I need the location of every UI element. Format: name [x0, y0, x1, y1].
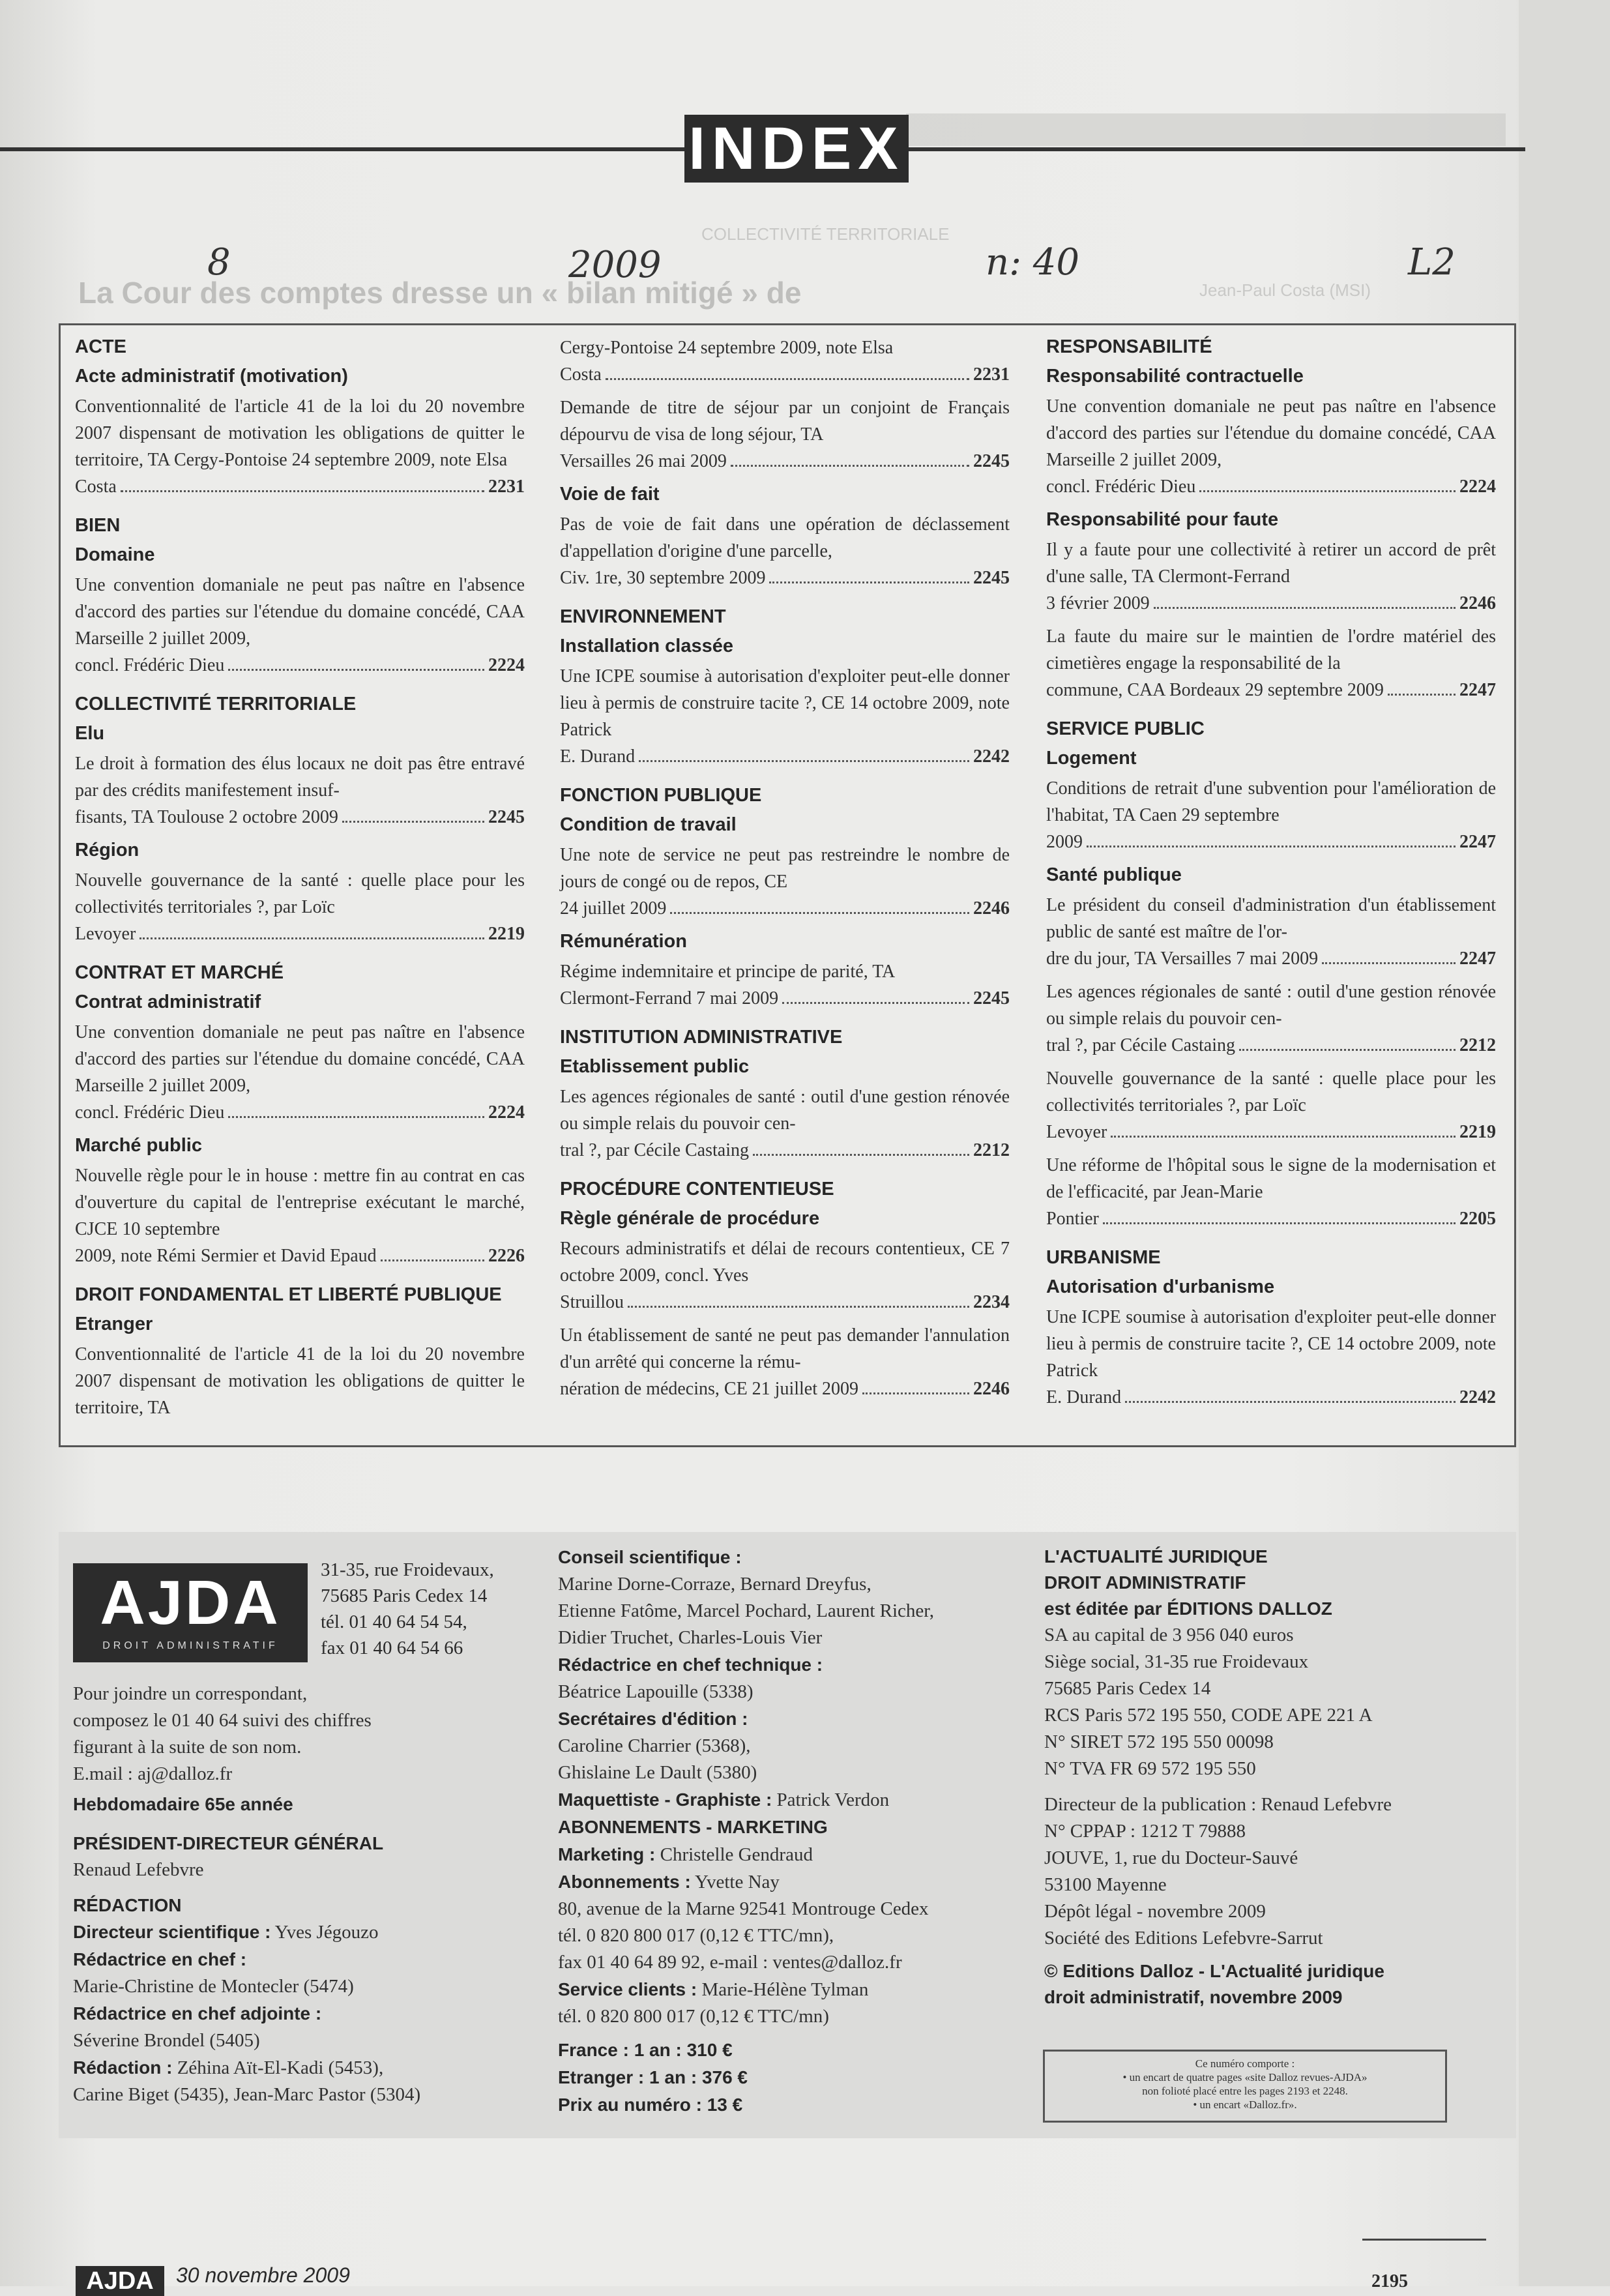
copyright: © Editions Dalloz - L'Actualité juridique [1044, 1961, 1384, 1981]
entry-text: Un établissement de santé ne peut pas demander l'annulation d'un arrêté qui concerne la rému- [560, 1325, 1010, 1372]
index-subheading: Condition de travail [560, 814, 737, 835]
index-subheading: Marché public [75, 1135, 202, 1156]
masthead-line: tél. 0 820 800 017 (0,12 € TTC/mn), [558, 1925, 834, 1946]
entry-page-number: 2212 [973, 1140, 1010, 1160]
index-section-heading: COLLECTIVITÉ TERRITORIALE [75, 694, 357, 714]
redaction-list [73, 1919, 542, 2108]
masthead-line: Abonnements : Yvette Nay [558, 1872, 780, 1892]
index-entry [1046, 1304, 1496, 1411]
index-subheading: Rémunération [560, 931, 687, 952]
weekly-label: Hebdomadaire 65e année [73, 1794, 293, 1814]
index-subheading: Acte administratif (motivation) [75, 366, 348, 387]
entry-last-line: 3 février 2009 [1046, 593, 1150, 613]
entry-last-line: E. Durand [560, 746, 636, 767]
entry-last-line: Clermont-Ferrand 7 mai 2009 [560, 988, 779, 1008]
index-subheading: Etablissement public [560, 1056, 750, 1077]
entry-text: Nouvelle gouvernance de la santé : quelle place pour les collectivités territoriales ?, par Loïc [1046, 1068, 1496, 1115]
index-entry [75, 867, 525, 947]
index-section-heading: DROIT FONDAMENTAL ET LIBERTÉ PUBLIQUE [75, 1284, 502, 1305]
leader-dots [121, 490, 484, 492]
handwritten-note-3: n: 40 [986, 241, 1079, 284]
masthead-line: Ghislaine Le Dault (5380) [558, 1762, 757, 1783]
index-section-heading: CONTRAT ET MARCHÉ [75, 962, 284, 983]
footer-rule [1362, 2239, 1486, 2241]
index-column-right [1046, 334, 1496, 1417]
entry-text: Conditions de retrait d'une subvention pour l'amélioration de l'habitat, TA Caen 29 septembre [1046, 778, 1496, 825]
index-frame [59, 323, 1516, 1447]
entry-text: Conventionnalité de l'article 41 de la loi du 20 novembre 2007 dispensant de motivation les obligations de quitter le territoire, TA Cergy-Pontoise 24 septembre 2009, note Elsa [75, 396, 525, 470]
entry-last-line: concl. Frédéric Dieu [75, 655, 225, 675]
entry-last-line: dre du jour, TA Versailles 7 mai 2009 [1046, 949, 1319, 969]
entry-last-line: Levoyer [1046, 1122, 1107, 1142]
masthead-middle-list [558, 1544, 1014, 2030]
entry-text: Une convention domaniale ne peut pas naître en l'absence d'accord des parties sur l'étendue du domaine concédé, CAA Marseille 2 juillet 2009, [1046, 396, 1496, 470]
entry-page-number: 2242 [1459, 1387, 1496, 1407]
masthead-line: Caroline Charrier (5368), [558, 1735, 751, 1756]
leader-dots [769, 581, 969, 583]
index-entry [560, 958, 1010, 1012]
index-entry [560, 394, 1010, 475]
index-column-middle [560, 334, 1010, 1409]
index-entry [560, 334, 1010, 388]
index-entry [560, 663, 1010, 770]
footer-logo: AJDA [76, 2266, 164, 2296]
entry-page-number: 2234 [973, 1292, 1010, 1312]
masthead-line: Béatrice Lapouille (5338) [558, 1681, 754, 1702]
ajda-logo: AJDA DROIT ADMINISTRATIF [73, 1563, 308, 1662]
entry-page-number: 2245 [973, 988, 1010, 1008]
index-section-heading: RESPONSABILITÉ [1046, 336, 1212, 357]
masthead-line: Carine Biget (5435), Jean-Marc Pastor (5304) [73, 2084, 421, 2105]
entry-page-number: 2219 [488, 924, 525, 944]
index-subheading: Etranger [75, 1314, 153, 1334]
masthead-line: fax 01 40 64 89 92, e-mail : ventes@dalloz.fr [558, 1952, 902, 1973]
entry-text: Une note de service ne peut pas restreindre le nombre de jours de congé ou de repos, CE [560, 845, 1010, 892]
entry-last-line: Civ. 1re, 30 septembre 2009 [560, 568, 766, 588]
entry-page-number: 2231 [973, 364, 1010, 385]
index-section-heading: INSTITUTION ADMINISTRATIVE [560, 1027, 843, 1048]
index-subheading: Région [75, 840, 139, 861]
index-entry [1046, 393, 1496, 500]
leader-dots [228, 669, 484, 671]
entry-page-number: 2246 [973, 898, 1010, 919]
bleed-kicker: COLLECTIVITÉ TERRITORIALE [701, 224, 950, 244]
index-entry [75, 1341, 525, 1421]
handwritten-note-1: 8 [207, 241, 231, 284]
index-entry [75, 1162, 525, 1269]
index-entry [560, 842, 1010, 922]
index-entry [1046, 892, 1496, 972]
leader-dots [1103, 1222, 1456, 1224]
footer-date: 30 novembre 2009 [176, 2263, 350, 2287]
index-entry [75, 1019, 525, 1126]
entry-page-number: 2212 [1459, 1035, 1496, 1055]
leader-dots [342, 821, 484, 823]
index-section-heading: PROCÉDURE CONTENTIEUSE [560, 1179, 834, 1200]
index-section-heading: ENVIRONNEMENT [560, 606, 726, 627]
entry-page-number: 2247 [1459, 832, 1496, 852]
entry-last-line: concl. Frédéric Dieu [1046, 477, 1196, 497]
leader-dots [670, 912, 969, 914]
index-entry [75, 750, 525, 831]
entry-last-line: Costa [560, 364, 602, 385]
index-entry [75, 393, 525, 500]
bleed-through-band [906, 113, 1506, 146]
leader-dots [1388, 694, 1456, 696]
entry-text: Le président du conseil d'administration d'un établissement public de santé est maître de l'or- [1046, 895, 1496, 942]
entry-last-line: tral ?, par Cécile Castaing [1046, 1035, 1235, 1055]
index-entry [1046, 1065, 1496, 1145]
masthead-line: Maquettiste - Graphiste : Patrick Verdon [558, 1789, 890, 1810]
entry-text: Demande de titre de séjour par un conjoint de Français dépourvu de visa de long séjour, TA [560, 398, 1010, 445]
index-column-left [75, 334, 525, 1428]
leader-dots [1322, 962, 1456, 964]
entry-text: Il y a faute pour une collectivité à retirer un accord de prêt d'une salle, TA Clermont-Ferrand [1046, 540, 1496, 587]
masthead-line: Secrétaires d'édition : [558, 1709, 748, 1729]
prices: France : 1 an : 310 € Etranger : 1 an : 376 € Prix au numéro : 13 € [558, 2040, 748, 2115]
entry-page-number: 2224 [1459, 477, 1496, 497]
entry-page-number: 2245 [488, 807, 525, 827]
index-entry [1046, 1152, 1496, 1232]
leader-dots [862, 1392, 969, 1394]
entry-last-line: E. Durand [1046, 1387, 1122, 1407]
entry-text: Nouvelle gouvernance de la santé : quelle place pour les collectivités territoriales ?, par Loïc [75, 870, 525, 917]
entry-text: La faute du maire sur le maintien de l'ordre matériel des cimetières engage la responsabilité de la [1046, 626, 1496, 673]
index-subheading: Installation classée [560, 636, 733, 656]
entry-text: Les agences régionales de santé : outil d'une gestion rénovée ou simple relais du pouvoir cen- [1046, 982, 1496, 1029]
index-section-heading: BIEN [75, 515, 121, 536]
entry-last-line: Versailles 26 mai 2009 [560, 451, 727, 471]
index-entry [560, 1235, 1010, 1316]
entry-text: Une convention domaniale ne peut pas naître en l'absence d'accord des parties sur l'étendue du domaine concédé, CAA Marseille 2 juillet 2009, [75, 575, 525, 649]
handwritten-note-2: 2009 [568, 244, 662, 286]
index-section-heading: SERVICE PUBLIC [1046, 718, 1205, 739]
entry-last-line: 2009, note Rémi Sermier et David Epaud [75, 1246, 377, 1266]
leader-dots [628, 1306, 969, 1308]
entry-text: Une réforme de l'hôpital sous le signe de la modernisation et de l'efficacité, par Jean-Marie [1046, 1155, 1496, 1202]
leader-dots [1154, 607, 1456, 609]
index-subheading: Autorisation d'urbanisme [1046, 1276, 1275, 1297]
entry-page-number: 2226 [488, 1246, 525, 1266]
entry-text: Le droit à formation des élus locaux ne doit pas être entravé par des crédits manifestement insuf- [75, 754, 525, 801]
entry-text: Une ICPE soumise à autorisation d'exploiter peut-elle donner lieu à permis de construire tacite ?, CE 14 octobre 2009, note Patrick [560, 666, 1010, 740]
entry-last-line: nération de médecins, CE 21 juillet 2009 [560, 1379, 859, 1399]
leader-dots [782, 1002, 969, 1004]
index-subheading: Santé publique [1046, 864, 1182, 885]
entry-text: Une ICPE soumise à autorisation d'exploiter peut-elle donner lieu à permis de construire tacite ?, CE 14 octobre 2009, note Patrick [1046, 1307, 1496, 1381]
index-section-heading: FONCTION PUBLIQUE [560, 785, 762, 806]
index-section-heading: URBANISME [1046, 1247, 1161, 1268]
index-subheading: Domaine [75, 544, 155, 565]
masthead-line: Service clients : Marie-Hélène Tylman [558, 1979, 869, 2000]
masthead-line: Marine Dorne-Corraze, Bernard Dreyfus, [558, 1574, 871, 1595]
leader-dots [1111, 1136, 1456, 1138]
masthead-line: Rédactrice en chef adjointe : [73, 2003, 322, 2024]
leader-dots [228, 1116, 484, 1118]
entry-page-number: 2245 [973, 451, 1010, 471]
entry-page-number: 2224 [488, 655, 525, 675]
entry-text: Pas de voie de fait dans une opération de déclassement d'appellation d'origine d'une parcelle, [560, 514, 1010, 561]
masthead-line: Rédaction : Zéhina Aït-El-Kadi (5453), [73, 2057, 384, 2078]
masthead-left-details: Pour joindre un correspondant, composez le 01 40 64 suivi des chiffres figurant à la suite de son nom. E.mail : aj@dalloz.fr Hebdomadaire 65e année PRÉSIDENT-DIRECTEUR GÉNÉRAL Renaud Lefebvre RÉDACTION Directeur scientifique : Yves Jégouzo Rédactrice en chef : Marie-Christine de Montecler (5474) Rédactrice en chef adjointe : Séverine Brondel (5405) Rédaction : Zéhina Aït-El-Kadi (5453), Carine Biget (5435), Jean-Marc Pastor (5304) [73, 1681, 542, 2108]
bleed-author: Jean-Paul Costa (MSI) [1199, 280, 1371, 300]
insert-note: Ce numéro comporte : • un encart de quatre pages «site Dalloz revues-AJDA» non folioté placé entre les pages 2193 et 2248. • un encart «Dalloz.fr». [1043, 2050, 1447, 2123]
index-section-heading: ACTE [75, 336, 126, 357]
entry-text: Cergy-Pontoise 24 septembre 2009, note Elsa [560, 338, 894, 358]
index-subheading: Logement [1046, 748, 1137, 769]
index-entry [560, 511, 1010, 591]
entry-text: Nouvelle règle pour le in house : mettre fin au contrat en cas d'ouverture du capital de l'entreprise exécutant le marché, CJCE 10 septembre [75, 1166, 525, 1239]
leader-dots [1087, 846, 1456, 847]
entry-last-line: concl. Frédéric Dieu [75, 1102, 225, 1123]
entry-page-number: 2231 [488, 477, 525, 497]
index-subheading: Elu [75, 723, 105, 744]
entry-text: Régime indemnitaire et principe de parité, TA [560, 962, 896, 982]
entry-last-line: Pontier [1046, 1209, 1099, 1229]
index-subheading: Règle générale de procédure [560, 1208, 820, 1229]
entry-page-number: 2205 [1459, 1209, 1496, 1229]
entry-last-line: commune, CAA Bordeaux 29 septembre 2009 [1046, 680, 1384, 700]
entry-last-line: Levoyer [75, 924, 136, 944]
index-entry [75, 572, 525, 679]
masthead-line: Etienne Fatôme, Marcel Pochard, Laurent Richer, [558, 1600, 935, 1621]
entry-text: Conventionnalité de l'article 41 de la loi du 20 novembre 2007 dispensant de motivation les obligations de quitter le territoire, TA [75, 1344, 525, 1418]
entry-last-line: Struillou [560, 1292, 624, 1312]
index-subheading: Contrat administratif [75, 992, 261, 1012]
entry-page-number: 2246 [973, 1379, 1010, 1399]
entry-last-line: Costa [75, 477, 117, 497]
index-subheading: Responsabilité contractuelle [1046, 366, 1304, 387]
adjacent-page-strip [1519, 0, 1610, 2286]
masthead-line: ABONNEMENTS - MARKETING [558, 1817, 828, 1837]
entry-last-line: 24 juillet 2009 [560, 898, 667, 919]
masthead-line: Marketing : Christelle Gendraud [558, 1844, 813, 1865]
entry-text: Une convention domaniale ne peut pas naître en l'absence d'accord des parties sur l'étendue du domaine concédé, CAA Marseille 2 juillet 2009, [75, 1022, 525, 1096]
entry-page-number: 2242 [973, 746, 1010, 767]
entry-text: Les agences régionales de santé : outil d'une gestion rénovée ou simple relais du pouvoir cen- [560, 1087, 1010, 1134]
leader-dots [1125, 1401, 1456, 1403]
leader-dots [639, 760, 969, 762]
index-entry [1046, 775, 1496, 855]
masthead-line: tél. 0 820 800 017 (0,12 € TTC/mn) [558, 2006, 829, 2027]
index-entry [1046, 537, 1496, 617]
handwritten-note-4: L2 [1408, 241, 1456, 284]
index-entry [1046, 623, 1496, 703]
masthead-line: Conseil scientifique : [558, 1547, 742, 1567]
masthead-line: Directeur scientifique : Yves Jégouzo [73, 1922, 379, 1943]
entry-page-number: 2219 [1459, 1122, 1496, 1142]
index-entry [560, 1083, 1010, 1164]
leader-dots [731, 465, 969, 467]
masthead-line: Séverine Brondel (5405) [73, 2030, 260, 2051]
entry-page-number: 2247 [1459, 680, 1496, 700]
entry-page-number: 2245 [973, 568, 1010, 588]
leader-dots [139, 937, 484, 939]
index-subheading: Responsabilité pour faute [1046, 509, 1279, 530]
leader-dots [1239, 1049, 1456, 1051]
masthead-line: Marie-Christine de Montecler (5474) [73, 1976, 354, 1997]
index-subheading: Voie de fait [560, 484, 660, 505]
leader-dots [606, 378, 969, 380]
entry-last-line: fisants, TA Toulouse 2 octobre 2009 [75, 807, 338, 827]
entry-last-line: 2009 [1046, 832, 1083, 852]
entry-last-line: tral ?, par Cécile Castaing [560, 1140, 749, 1160]
masthead-line: Didier Truchet, Charles-Louis Vier [558, 1627, 823, 1648]
leader-dots [753, 1154, 969, 1156]
masthead-middle [558, 1544, 1014, 2119]
index-entry [560, 1322, 1010, 1402]
leader-dots [1199, 490, 1456, 492]
masthead-line: Rédactrice en chef technique : [558, 1655, 823, 1675]
entry-page-number: 2247 [1459, 949, 1496, 969]
leader-dots [381, 1259, 484, 1261]
masthead-line: Rédactrice en chef : [73, 1949, 247, 1969]
masthead-email: E.mail : aj@dalloz.fr [73, 1763, 233, 1784]
entry-text: Recours administratifs et délai de recours contentieux, CE 7 octobre 2009, concl. Yves [560, 1239, 1010, 1286]
masthead-line: 80, avenue de la Marne 92541 Montrouge Cedex [558, 1898, 929, 1919]
page-number: 2195 [1371, 2271, 1408, 2291]
index-title: INDEX [684, 115, 909, 183]
masthead-right: L'ACTUALITÉ JURIDIQUE DROIT ADMINISTRATIF est éditée par ÉDITIONS DALLOZ SA au capital de 3 956 040 euros Siège social, 31-35 rue Froidevaux 75685 Paris Cedex 14 RCS Paris 572 195 550, CODE APE 221 A N° SIRET 572 195 550 00098 N° TVA FR 69 572 195 550 Directeur de la publication : Renaud Lefebvre N° CPPAP : 1212 T 79888 JOUVE, 1, rue du Docteur-Sauvé 53100 Mayenne Dépôt légal - novembre 2009 Société des Editions Lefebvre-Sarrut © Editions Dalloz - L'Actualité juridique droit administratif, novembre 2009 [1044, 1544, 1514, 2010]
masthead-address: 31-35, rue Froidevaux, 75685 Paris Cedex 14 tél. 01 40 64 54 54, fax 01 40 64 54 66 [321, 1559, 494, 1658]
bleed-heading: La Cour des comptes dresse un « bilan mitigé » de [78, 276, 802, 310]
index-entry [1046, 979, 1496, 1059]
entry-page-number: 2224 [488, 1102, 525, 1123]
entry-page-number: 2246 [1459, 593, 1496, 613]
